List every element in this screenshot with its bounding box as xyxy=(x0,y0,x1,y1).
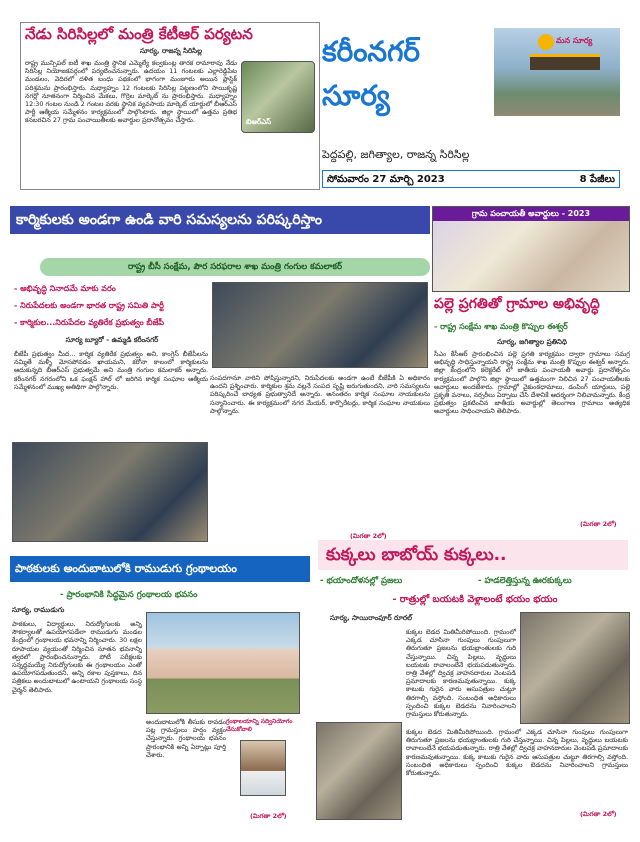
ktr-headline: నేడు సిరిసిల్లలో మంత్రి కేటీఆర్ పర్యటన xyxy=(25,25,253,43)
workers-body-left: బీజేపీ ప్రభుత్వం మీద... కార్మిక వ్యతిరేక ప్రభుత్వం అని, కాంగ్రెస్ బీజేపీలను నమ్మితే మళ్ళీ మోసపోవడం ఖాయమని, కరోనా కాలంలో కార్మికులను ఆదుకున్నది బీఆర్ఎస్ ప్రభుత్వమే అని మంత్రి గంగుల కమలాకర్ అన్నారు. కరీంనగర్ నగరంలోని ఒక ఫంక్షన్ హాల్ లో జరిగిన కార్మిక సంఘాల ఆత్మీయ సమ్మేళనంలో ముఖ్య అతిథిగా పాల్గొన్నారు. xyxy=(14,350,208,391)
workers-bullet: - అభివృద్ధి నినాదమే మాకు వరం xyxy=(14,284,116,293)
dogs-subhead-center: - రాత్రుల్లో బయటకి వెళ్లాలంటే భయం భయం xyxy=(392,594,558,605)
workers-bullets xyxy=(14,284,210,329)
dogs-headline: కుక్కలు బాబోయ్ కుక్కలు.. xyxy=(318,540,628,570)
workers-bullet: - కార్మికుల...నిరుపేదల వ్యతిరేక ప్రభుత్వం బీజేపీ xyxy=(14,318,165,327)
villages-more: (మిగతా 2లో) xyxy=(580,520,617,528)
dogs-body: కుక్కల బెడద మితిమీరిపోయింది. గ్రామంలో ఎక్కడ చూసినా గుంపులు గుంపులుగా తిరుగుతూ ప్రజలను భయభ్రాంతులకు గురి చేస్తున్నాయి. చిన్న పిల్లలు, వృద్ధులు బయటకు రావాలంటేనే భయపడుతున్నారు. రాత్రి వేళల్లో ద్విచక్ర వాహనదారుల వెంటపడి ప్రమాదాలకు కారణమవుతున్నాయి. కుక్క కాటుకు గురైన వారు ఆసుపత్రుల చుట్టూ తిరగాల్సి వస్తోంది. సంబంధిత అధికారులు స్పందించి కుక్కల బెడదను నివారించాలని గ్రామస్తులు కోరుతున్నారు. xyxy=(406,628,516,719)
villages-body: సీఎం కేసీఆర్ ప్రారంభించిన పల్లె ప్రగతి కార్యక్రమం ద్వారా గ్రామాలు సమగ్ర అభివృద్ధి సాధిస్తున్నాయని రాష్ట్ర సంక్షేమ శాఖ మంత్రి కొప్పుల ఈశ్వర్ అన్నారు. జిల్లా కేంద్రంలోని కలెక్టరేట్ లో జాతీయ పంచాయతీ అవార్డు ప్రదానోత్సవం కార్యక్రమంలో పాల్గొని జిల్లా స్థాయిలో ఉత్తమంగా నిలిచిన 27 పంచాయతీలకు అవార్డులు అందజేశారు. గ్రామాల్లో వైకుంఠధామాలు, డంపింగ్ యార్డులు, పల్లె ప్రకృతి వనాలు, నర్సరీలు ఏర్పాటు చేసి దేశానికే ఆదర్శంగా నిలిచామన్నారు. కేంద్ర ప్రభుత్వం ప్రకటించిన జాతీయ అవార్డుల్లో తెలంగాణ గ్రామాలు అత్యధిక అవార్డులు సాధించాయని తెలిపారు. xyxy=(434,350,630,416)
workers-headline: కార్మికులకు అండగా ఉండి వారి సమస్యలను పరిష్కరిస్తాం xyxy=(10,206,430,234)
masthead-subtitle: పెద్దపల్లి, జగిత్యాల, రాజన్న సిరిసిల్ల xyxy=(322,148,470,161)
dogs-subhead-right: - హడలెత్తిస్తున్న ఊరకుక్కలు xyxy=(478,576,572,586)
library-subhead: - ప్రారంభానికి సిద్ధమైన గ్రంథాలయ భవనం xyxy=(60,590,198,600)
masthead xyxy=(322,22,620,190)
villages-subhead: - రాష్ట్ర సంక్షేమ శాఖ మంత్రి కొప్పుల ఈశ్వర్ xyxy=(434,322,568,331)
workers-body-right: సంపదగానూ వారిని పోషిస్తున్నారని, నిరుపేదలకు అండగా ఉంటే బీజేపీకి ఏ అధికారం ఉందని ప్రశ్నించారు. కార్మికుల శ్రమ వల్లనే సంపద సృష్టి జరుగుతుందని, వారి సమస్యలను పరిష్కరించే బాధ్యత ప్రభుత్వానిదే అన్నారు. అనంతరం కార్మిక సంఘాల నాయకులను సన్మానించారు. ఈ కార్యక్రమంలో నగర మేయర్, కార్పొరేటర్లు, కార్మిక సంఘాల నాయకులు పాల్గొన్నారు. xyxy=(210,374,430,415)
villages-byline: సూర్య, జగిత్యాల ప్రతినిధి xyxy=(497,338,567,346)
library-building-photo xyxy=(146,612,300,714)
library-more: (మిగతా 2లో) xyxy=(250,812,287,820)
sun-icon xyxy=(538,34,554,50)
workers-byline: సూర్య బ్యూరో - ఉమ్మడి కరీంనగర్ xyxy=(65,336,159,344)
dogs-subhead-left: - భయాందోళనల్లో ప్రజలు xyxy=(320,576,403,586)
masthead-dam-photo xyxy=(494,28,620,116)
workers-bullet: - నిరుపేదలకు అండగా భారత రాష్ట్ర సమితి పార్టీ xyxy=(14,301,164,310)
dogs-body-lower: కుక్కల బెడద మితిమీరిపోయింది. గ్రామంలో ఎక్కడ చూసినా గుంపులు గుంపులుగా తిరుగుతూ ప్రజలను భయభ్రాంతులకు గురి చేస్తున్నాయి. చిన్న పిల్లలు, వృద్ధులు బయటకు రావాలంటేనే భయపడుతున్నారు. రాత్రి వేళల్లో ద్విచక్ర వాహనదారుల వెంటపడి ప్రమాదాలకు కారణమవుతున్నాయి. కుక్క కాటుకు గురైన వారు ఆసుపత్రుల చుట్టూ తిరగాల్సి వస్తోంది. సంబంధిత అధికారులు స్పందించి కుక్కల బెడదను నివారించాలని గ్రామస్తులు కోరుతున్నారు. xyxy=(406,728,628,778)
dogs-more: (మిగతా 2లో) xyxy=(580,810,617,818)
masthead-name: కరీంనగర్ సూర్య xyxy=(322,35,421,112)
workers-photo-bottom xyxy=(12,442,208,542)
villages-photo xyxy=(432,206,630,292)
dogs-byline: సూర్య, సాయిరాంపూర్ రూరల్ xyxy=(330,614,412,622)
masthead-date: సోమవారం 27 మార్చి 2023 xyxy=(327,174,445,185)
masthead-pages: 8 పేజీలు xyxy=(579,174,615,185)
villages-headline: పల్లె ప్రగతితో గ్రామాల అభివృద్ధి xyxy=(434,296,600,312)
ktr-story xyxy=(20,22,320,190)
workers-subhead: రాష్ట్ర బీసీ సంక్షేమ, పౌర సరఫరాల శాఖ మంత్రి గంగుల కమలాకర్ xyxy=(40,258,430,276)
masthead-logo-tag: మన సూర్య xyxy=(556,36,593,45)
workers-photo-top xyxy=(212,282,428,368)
ktr-photo-text: బిఆర్ఎస్ xyxy=(246,118,272,126)
library-body-right: అందుబాటులోకి తీసుకు రావడం పట్ల గ్రామస్తులు హర్షం వ్యక్తం చేస్తున్నారు. గ్రంథాలయ భవనం ప్రారంభానికి అన్ని ఏర్పాట్లు పూర్తి చేశారు. xyxy=(146,718,226,759)
masthead-dam-gate xyxy=(530,54,600,70)
library-byline: సూర్య, రాముడుగు xyxy=(12,606,65,614)
library-official-photo xyxy=(240,740,286,796)
dogs-photo-right xyxy=(520,612,630,724)
villages-banner: గ్రామ పంచాయతీ అవార్డులు - 2023 xyxy=(433,207,629,221)
ktr-photo xyxy=(241,61,315,133)
ktr-body: రాష్ట్ర మున్సిపల్ ఐటీ శాఖ మంత్రి స్థానిక ఎమ్మెల్యే కల్వకుంట్ల తారక రామారావు నేడు సిరిసిల్ల నియోజకవర్గంలో పర్యటించనున్నారు. ఉదయం 11 గంటలకు ఎల్లారెడ్డిపేట మండలం, వెదిరలో దళిత బంధు పథకంలో భాగంగా మంజూరు అయిన ప్లాస్టిక్ పరిశ్రమను ప్రారంభిస్తారు. మధ్యాహ్నం 12 గంటలకు సిరిసిల్ల పట్టణంలోని సాయికృష్ణ నగర్లో నూతనంగా నిర్మించిన మేకలు, గొర్రెల మార్కెట్ ను ప్రారంభిస్తారు. మధ్యాహ్నం 12:30 గంటల నుండి 2 గంటల వరకు స్థానిక వ్యవసాయ మార్కెట్ యార్డులో బీఆర్ఎస్ పార్టీ ఆత్మీయ సమ్మేళనం కార్యక్రమంలో పాల్గొంటారు. జిల్లా స్థాయిలో ఉత్తమ ప్రతిభ కనబరచిన 27 గ్రామ పంచాయితీలకు అవార్డుల ప్రదానోత్సవం చేస్తారు. xyxy=(25,59,237,125)
library-headline: పాఠకులకు అందుబాటులోకి రాముడుగు గ్రంథాలయం xyxy=(10,556,310,582)
ktr-byline: సూర్య, రాజన్న సిరిసిల్ల xyxy=(139,47,203,55)
masthead-dateline xyxy=(322,170,620,188)
workers-more: (మిగతా 2లో) xyxy=(350,532,387,540)
library-body: పాఠకులు, విద్యార్థులు, నిరుద్యోగులకు అన్ని సౌకర్యాలతో ఉపయోగపడేలా రాముడుగు మండల కేంద్రంలో గ్రంథాలయ భవనాన్ని నిర్మించారు. 30 లక్షల రూపాయల వ్యయంతో నిర్మించిన నూతన భవనాన్ని త్వరలో ప్రారంభించనున్నారు. పోటీ పరీక్షలకు సన్నద్ధమయ్యే నిరుద్యోగులకు ఈ గ్రంథాలయం ఎంతో ఉపయోగపడుతుందని, అన్ని రకాల పుస్తకాలు, దిన పత్రికలు అందుబాటులో ఉంటాయని గ్రంథాలయ సంస్థ చైర్మన్ తెలిపారు. xyxy=(12,620,142,694)
dogs-photo-left xyxy=(316,722,402,820)
library-caption: గ్రంథాలయాన్ని సద్వినియోగం చేసుకోవాలి xyxy=(226,718,293,733)
